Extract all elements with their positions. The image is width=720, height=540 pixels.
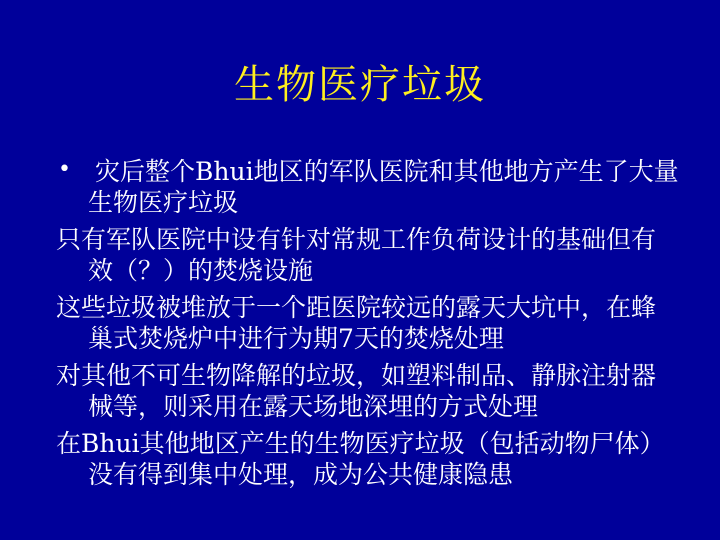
- paragraph-1-line-1: [56, 156, 680, 187]
- bullet-icon: •: [58, 157, 71, 182]
- paragraph-2-line-2: 效（？）的焚烧设施: [88, 256, 314, 285]
- paragraph-2-line-1: 只有军队医院中设有针对常规工作负荷设计的基础但有: [56, 225, 657, 254]
- paragraph-4-line-1: 对其他不可生物降解的垃圾，如塑料制品、静脉注射器: [56, 361, 657, 390]
- paragraph-3-line-2: 巢式焚烧炉中进行为期7天的焚烧处理: [88, 324, 504, 353]
- paragraph-1: [56, 156, 680, 218]
- paragraph-5: [56, 428, 680, 490]
- paragraph-2: [56, 224, 680, 286]
- slide-title: 生物医疗垃圾: [234, 62, 486, 108]
- paragraph-3: [56, 292, 680, 354]
- paragraph-1-line-1-text: 灾后整个Bhui地区的军队医院和其他地方产生了大量: [95, 157, 679, 186]
- paragraph-5-line-2: 没有得到集中处理，成为公共健康隐患: [88, 460, 514, 489]
- paragraph-3-line-1: 这些垃圾被堆放于一个距医院较远的露天大坑中，在蜂: [56, 293, 657, 322]
- paragraph-4-line-2: 械等，则采用在露天场地深埋的方式处理: [88, 392, 539, 421]
- slide-body: [56, 156, 680, 496]
- paragraph-5-line-1: 在Bhui其他地区产生的生物医疗垃圾（包括动物尸体）: [56, 429, 665, 458]
- paragraph-4: [56, 360, 680, 422]
- paragraph-1-line-2: 生物医疗垃圾: [88, 188, 239, 217]
